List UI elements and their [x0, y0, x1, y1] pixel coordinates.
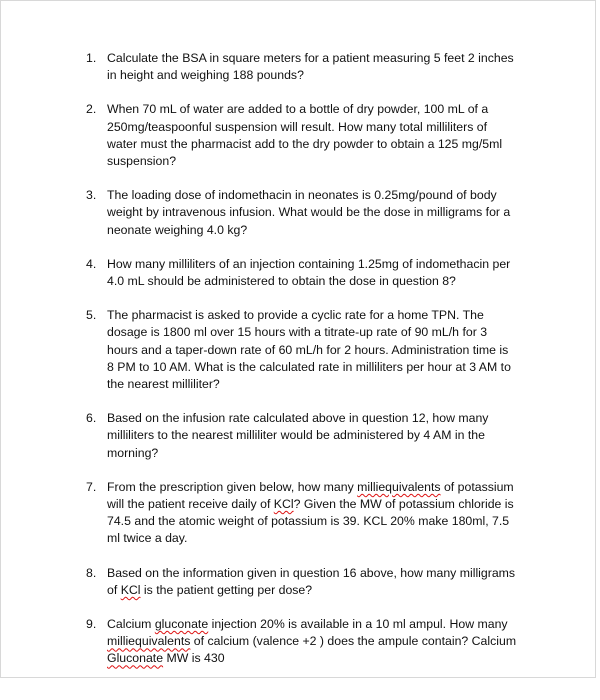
question-text: From the prescription given below, how many milliequivalents of potassium will the patient receive daily of KCl? Given the MW of potassium chloride is 74.5 and the atomic weight of potassium is 39. KCL 20% make 180ml, 7.5 ml twice a day. [107, 479, 514, 546]
question-number: 3. [86, 188, 97, 203]
question-number: 5. [86, 308, 97, 323]
question-4 [86, 256, 546, 290]
question-text: Based on the infusion rate calculated above in question 12, how many milliliters to the nearest milliliter would be administered by 4 AM in the morning? [107, 411, 489, 460]
question-number: 1. [86, 51, 97, 65]
question-text: Calculate the BSA in square meters for a patient measuring 5 feet 2 inches in height and weighing 188 pounds? [107, 51, 514, 83]
question-number: 8. [86, 565, 97, 580]
question-number: 6. [86, 411, 97, 426]
question-7 [86, 479, 546, 548]
question-number: 7. [86, 479, 97, 494]
question-3 [86, 187, 546, 239]
question-number: 9. [86, 617, 97, 632]
question-text: When 70 mL of water are added to a bottle of dry powder, 100 mL of a 250mg/teaspoonful suspension will result. How many total milliliters of water must the pharmacist add to the dry powder to obtain a 125 mg/5ml suspension? [107, 102, 503, 169]
question-number: 2. [86, 102, 97, 117]
question-6 [86, 410, 546, 462]
question-text: How many milliliters of an injection containing 1.25mg of indomethacin per 4.0 mL should be administered to obtain the dose in question 8? [107, 256, 511, 289]
question-8 [86, 565, 546, 599]
question-list [86, 50, 546, 668]
question-text: Calcium gluconate injection 20% is available in a 10 ml ampul. How many milliequivalents of calcium (valence +2 ) does the ampule contain? Calcium Gluconate MW is 430 [107, 617, 517, 666]
question-5 [86, 307, 546, 393]
question-1 [86, 50, 546, 84]
question-number: 4. [86, 256, 97, 271]
question-2 [86, 101, 546, 170]
question-text: The pharmacist is asked to provide a cyclic rate for a home TPN. The dosage is 1800 ml over 15 hours with a titrate-up rate of 90 mL/h for 3 hours and a taper-down rate of 60 mL/h for 2 hours. Administration time is 8 PM to 10 AM. What is the calculated rate in milliliters per hour at 3 AM to the nearest milliliter? [107, 308, 511, 392]
question-text: The loading dose of indomethacin in neonates is 0.25mg/pound of body weight by intravenous infusion. What would be the dose in milligrams for a neonate weighing 4.0 kg? [107, 188, 511, 237]
question-9 [86, 616, 546, 668]
question-text: Based on the information given in question 16 above, how many milligrams of KCl is the patient getting per dose? [107, 565, 516, 597]
